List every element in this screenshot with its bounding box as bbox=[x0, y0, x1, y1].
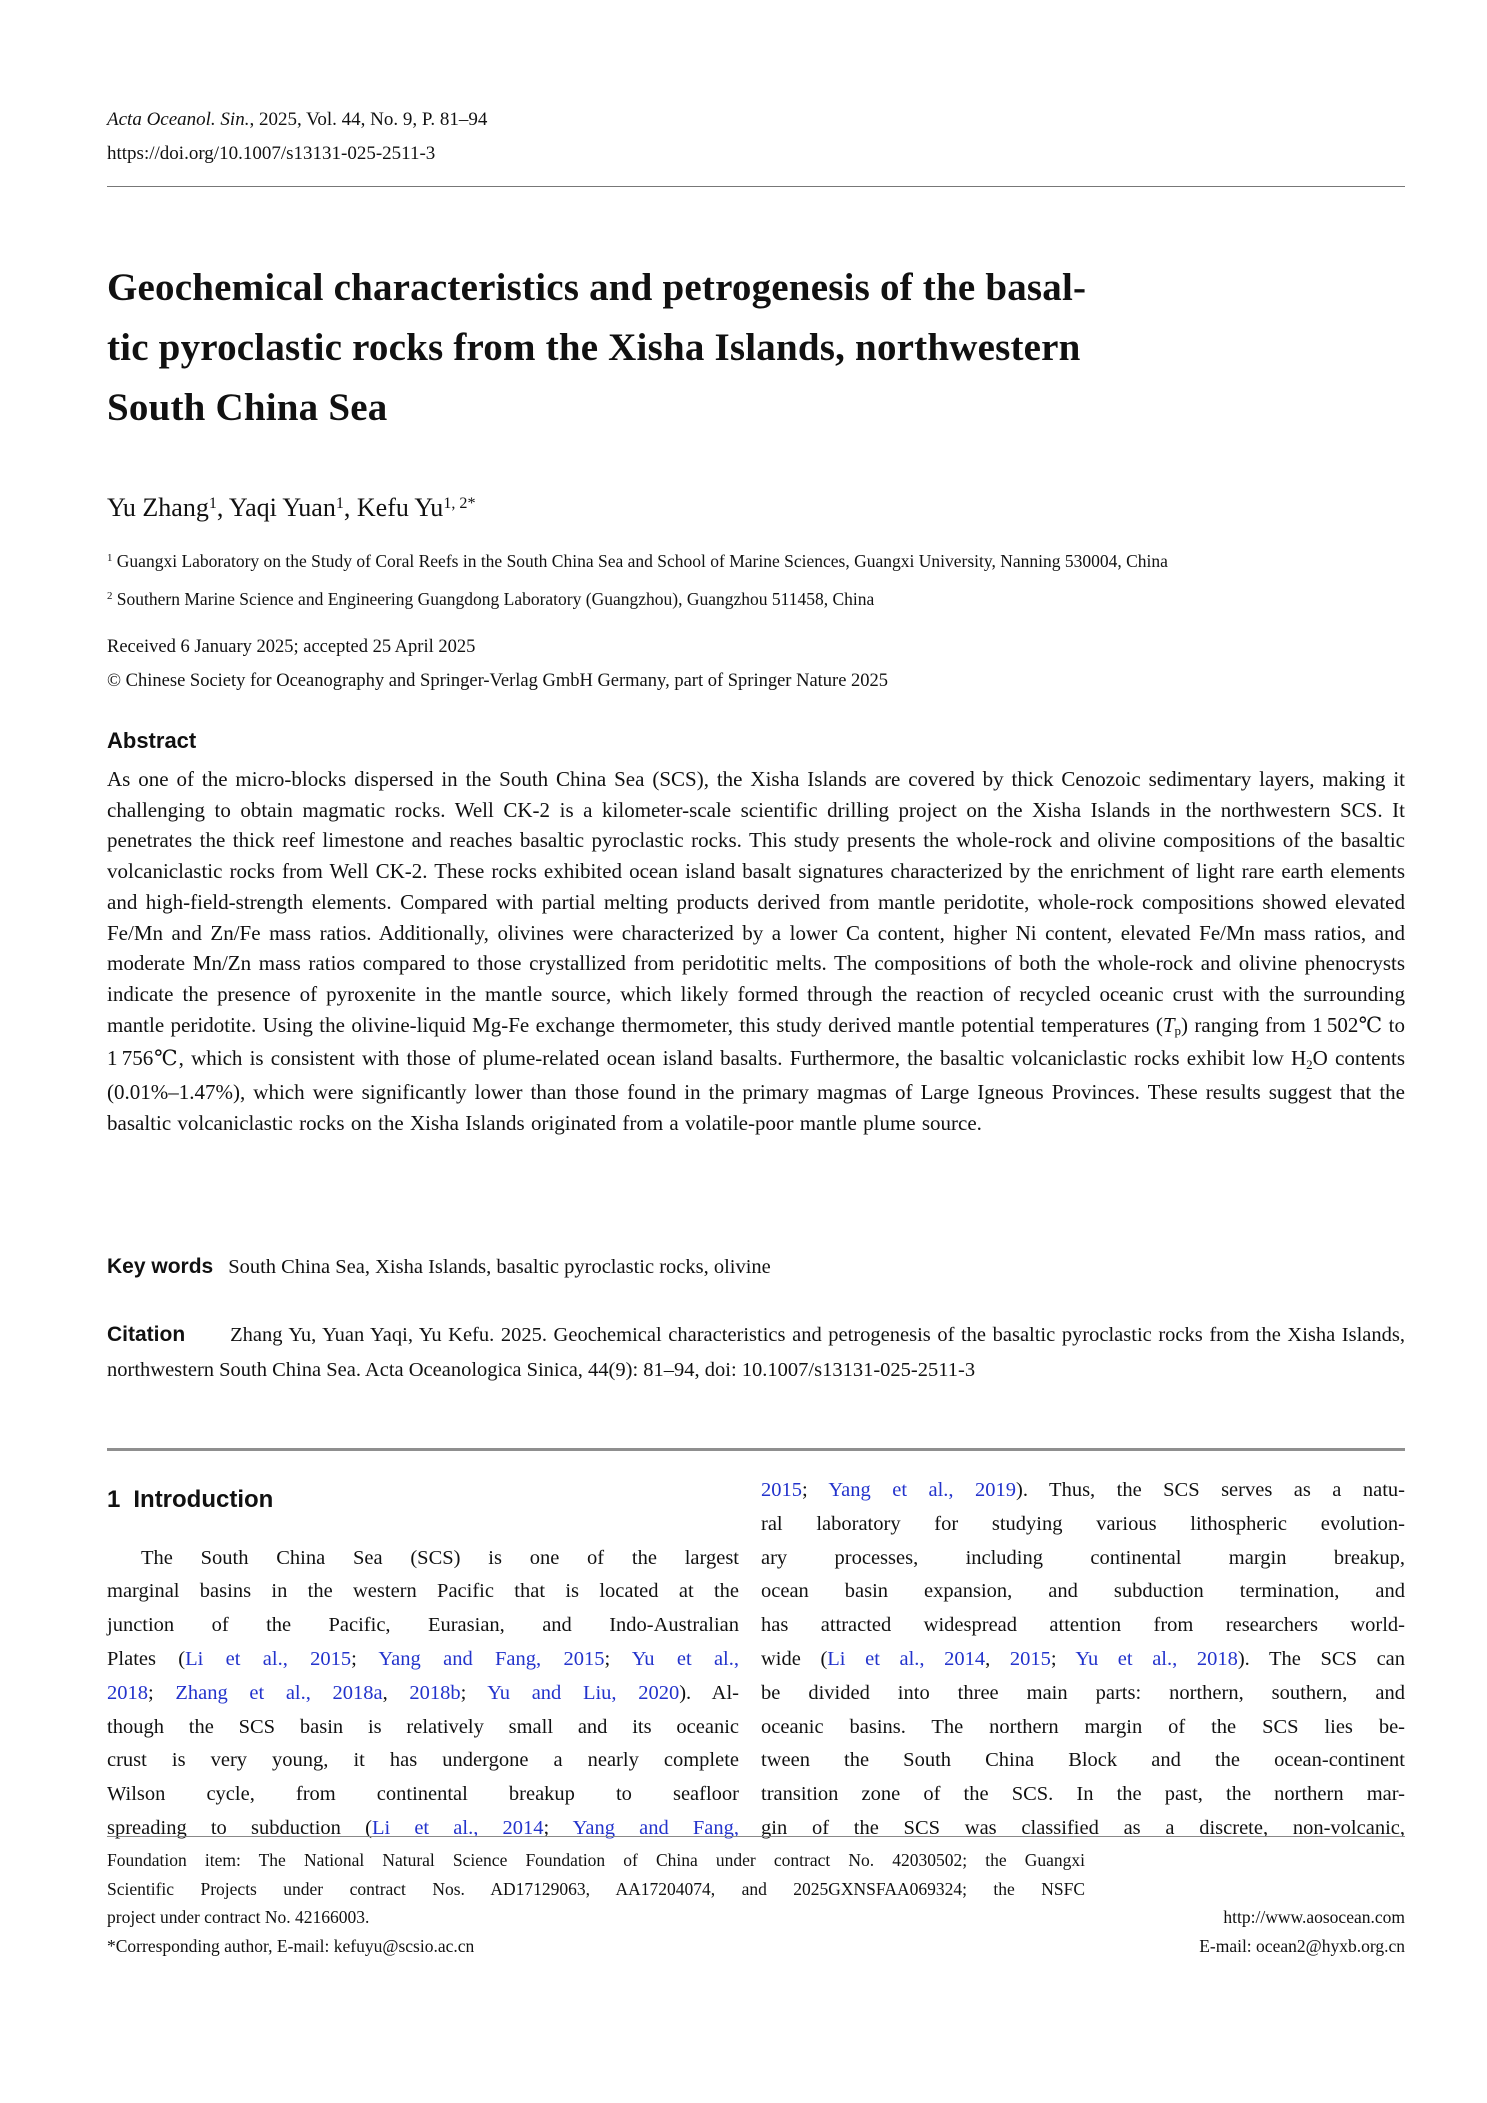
text-segment: though the SCS basin is relatively small and its oceanic bbox=[107, 1715, 739, 1738]
text-line bbox=[761, 1542, 1405, 1576]
copyright-line: © Chinese Society for Oceanography and Springer-Verlag GmbH Germany, part of Springer Nature 2025 bbox=[107, 671, 889, 691]
journal-volume-line bbox=[107, 103, 1405, 137]
text-segment: ral laboratory for studying various lithospheric evolution- bbox=[761, 1512, 1405, 1535]
section-divider bbox=[107, 1448, 1405, 1451]
text-segment: ; bbox=[148, 1681, 176, 1704]
text-segment: Plates ( bbox=[107, 1647, 186, 1670]
text-line bbox=[107, 1677, 739, 1711]
citation-link[interactable]: Zhang et al., 2018a bbox=[175, 1681, 383, 1704]
text-segment: ). Thus, the SCS serves as a natu- bbox=[1016, 1479, 1405, 1501]
text-segment: Wilson cycle, from continental breakup to seafloor bbox=[107, 1783, 739, 1806]
abstract-text bbox=[107, 764, 1405, 1138]
received-line: Received 6 January 2025; accepted 25 April 2025 bbox=[107, 637, 476, 657]
affiliation-superscript-2: 2 bbox=[107, 589, 113, 602]
intro-heading-number: 1 bbox=[107, 1486, 121, 1513]
text-segment: 1, 2* bbox=[443, 494, 476, 512]
citation-link[interactable]: Li et al., 2014 bbox=[827, 1647, 986, 1670]
citation-link[interactable]: Yu et al., bbox=[631, 1647, 740, 1670]
footnote-row-3 bbox=[107, 1903, 1405, 1932]
journal-header bbox=[107, 103, 1405, 171]
text-segment: ; bbox=[604, 1647, 632, 1670]
citation-link[interactable]: Li et al., 2015 bbox=[185, 1647, 352, 1670]
text-segment: spreading to subduction ( bbox=[107, 1816, 372, 1839]
title-line-2: tic pyroclastic rocks from the Xisha Islands, northwestern bbox=[107, 326, 1081, 369]
citation-link[interactable]: Yu and Liu, 2020 bbox=[487, 1681, 680, 1704]
text-line bbox=[761, 1609, 1405, 1643]
citation-link[interactable]: 2018b bbox=[409, 1681, 461, 1704]
foundation-note-line-3: project under contract No. 42166003. bbox=[107, 1907, 370, 1928]
footnote-row-4 bbox=[107, 1932, 1405, 1961]
citation-link[interactable]: 2015 bbox=[761, 1479, 802, 1501]
text-line bbox=[107, 1575, 739, 1609]
intro-left-text bbox=[107, 1542, 739, 1846]
text-line bbox=[761, 1474, 1405, 1508]
paper-title bbox=[107, 258, 1405, 438]
text-line bbox=[761, 1677, 1405, 1711]
citation-link[interactable]: Yu et al., 2018 bbox=[1075, 1647, 1238, 1670]
citation-text: Zhang Yu, Yuan Yaqi, Yu Kefu. 2025. Geochemical characteristics and petrogenesis of the basaltic pyroclastic rocks from the Xisha Islands, northwestern South China Sea. Acta Oceanologica Sinica, 44(9): 81–94, doi: 10.1007/s13131-025-2511-3 bbox=[107, 1324, 1405, 1381]
intro-left-column bbox=[107, 1474, 739, 1846]
intro-heading bbox=[107, 1474, 739, 1542]
text-segment: p bbox=[1174, 1023, 1182, 1039]
citation-label: Citation bbox=[107, 1323, 186, 1346]
citation-link[interactable]: Yang et al., 2019 bbox=[828, 1479, 1016, 1501]
text-segment: junction of the Pacific, Eurasian, and Indo-Australian bbox=[107, 1614, 739, 1637]
keywords-text: South China Sea, Xisha Islands, basaltic pyroclastic rocks, olivine bbox=[228, 1256, 771, 1278]
citation-link[interactable]: 2015 bbox=[1009, 1647, 1051, 1670]
affiliation-text-2: Southern Marine Science and Engineering Guangdong Laboratory (Guangzhou), Guangzhou 511458, China bbox=[112, 588, 875, 609]
text-line bbox=[107, 1778, 739, 1812]
text-segment: has attracted widespread attention from researchers world- bbox=[761, 1614, 1405, 1637]
citation-block bbox=[107, 1318, 1405, 1387]
text-segment: O contents (0.01%–1.47%), which were significantly lower than those found in the primary magmas of Large Igneous Provinces. These results suggest that the basaltic volcaniclastic rocks on the Xisha Islands originated from a volatile-poor mantle plume source. bbox=[107, 1046, 1405, 1135]
text-segment: be divided into three main parts: northern, southern, and bbox=[761, 1681, 1405, 1704]
footnote-divider bbox=[107, 1836, 1405, 1837]
text-line bbox=[761, 1508, 1405, 1542]
intro-right-column bbox=[761, 1474, 1405, 1846]
text-segment: , Yaqi Yuan bbox=[216, 493, 336, 522]
text-line bbox=[761, 1711, 1405, 1745]
text-line bbox=[761, 1812, 1405, 1846]
citation-link[interactable]: Yang and Fang, 2015 bbox=[378, 1647, 605, 1670]
text-line bbox=[107, 1643, 739, 1677]
journal-issue-info: , 2025, Vol. 44, No. 9, P. 81–94 bbox=[249, 109, 488, 130]
keywords-row bbox=[107, 1252, 1405, 1282]
citation-link[interactable]: 2018 bbox=[107, 1681, 148, 1704]
text-segment: wide ( bbox=[761, 1647, 828, 1670]
authors-line bbox=[107, 490, 1405, 530]
affiliation-superscript-1: 1 bbox=[107, 552, 113, 565]
text-line bbox=[107, 1812, 739, 1846]
citation-link[interactable]: Yang and Fang, bbox=[572, 1816, 739, 1839]
text-segment: ). The SCS can bbox=[1237, 1647, 1406, 1670]
text-segment: tween the South China Block and the ocean-continent bbox=[761, 1749, 1405, 1772]
foundation-note-line-1: Foundation item: The National Natural Science Foundation of China under contract No. 42030502; the Guangxi bbox=[107, 1850, 1085, 1870]
citation-link[interactable]: Li et al., 2014 bbox=[371, 1816, 544, 1839]
text-segment: oceanic basins. The northern margin of the SCS lies be- bbox=[761, 1715, 1405, 1738]
text-segment: As one of the micro-blocks dispersed in the South China Sea (SCS), the Xisha Islands are covered by thick Cenozoic sedimentary layers, making it challenging to obtain magmatic rocks. Well CK-2 is a kilometer-scale scientific drilling project on the Xisha Islands in the northwestern SCS. It penetrates the thick reef limestone and reaches basaltic pyroclastic rocks. This study presents the whole-rock and olivine compositions of the basaltic volcaniclastic rocks from Well CK-2. These rocks exhibited ocean island basalt signatures characterized by the enrichment of light rare earth elements and high-field-strength elements. Compared with partial melting products derived from mantle peridotite, whole-rock compositions showed elevated Fe/Mn and Zn/Fe mass ratios. Additionally, olivines were characterized by a lower Ca content, higher Ni content, elevated Fe/Mn mass ratios, and moderate Mn/Zn mass ratios compared to those crystallized from peridotitic melts. The compositions of both the whole-rock and olivine phenocrysts indicate the presence of pyroxenite in the mantle source, which likely formed through the reaction of recycled oceanic crust with the surrounding mantle peridotite. Using the olivine-liquid Mg-Fe exchange thermometer, this study derived mantle potential temperatures ( bbox=[107, 767, 1405, 1037]
title-line-1: Geochemical characteristics and petrogenesis of the basal- bbox=[107, 266, 1087, 309]
footnote-block bbox=[107, 1846, 1405, 1960]
affiliation-line-1 bbox=[107, 544, 1405, 582]
keywords-label: Key words bbox=[107, 1255, 214, 1278]
text-line bbox=[761, 1575, 1405, 1609]
text-line bbox=[107, 1711, 739, 1745]
text-segment: ; bbox=[543, 1816, 573, 1839]
dates-block bbox=[107, 630, 1405, 698]
text-segment: , bbox=[985, 1647, 1010, 1670]
text-segment: ; bbox=[460, 1681, 488, 1704]
text-line bbox=[761, 1778, 1405, 1812]
text-segment: marginal basins in the western Pacific that is located at the bbox=[107, 1580, 739, 1603]
text-segment: gin of the SCS was classified as a discrete, non-volcanic, bbox=[761, 1816, 1405, 1839]
text-segment: ; bbox=[351, 1647, 379, 1670]
text-segment: 2 bbox=[1306, 1056, 1313, 1072]
corresponding-author-line: *Corresponding author, E-mail: kefuyu@scsio.ac.cn bbox=[107, 1935, 475, 1956]
text-segment: 1 bbox=[335, 494, 344, 512]
text-segment: The South China Sea (SCS) is one of the largest bbox=[141, 1546, 739, 1569]
affiliation-line-2 bbox=[107, 582, 1405, 620]
text-segment: ). Al- bbox=[679, 1681, 740, 1704]
text-line bbox=[107, 1744, 739, 1778]
text-line bbox=[761, 1744, 1405, 1778]
doi-url: https://doi.org/10.1007/s13131-025-2511-3 bbox=[107, 143, 436, 164]
intro-heading-text: Introduction bbox=[133, 1486, 274, 1513]
text-line bbox=[761, 1643, 1405, 1677]
text-segment: T bbox=[1162, 1012, 1175, 1037]
text-line bbox=[107, 1542, 739, 1576]
intro-right-text bbox=[761, 1474, 1405, 1846]
text-segment: ; bbox=[802, 1479, 829, 1501]
header-divider bbox=[107, 186, 1405, 187]
journal-website: http://www.aosocean.com bbox=[1223, 1907, 1405, 1928]
text-segment: Yu Zhang bbox=[107, 493, 209, 522]
text-segment: ocean basin expansion, and subduction termination, and bbox=[761, 1580, 1405, 1603]
text-segment: transition zone of the SCS. In the past, the northern mar- bbox=[761, 1783, 1405, 1806]
text-segment: ary processes, including continental margin breakup, bbox=[761, 1546, 1405, 1569]
text-segment: , Kefu Yu bbox=[343, 493, 444, 522]
affiliation-text-1: Guangxi Laboratory on the Study of Coral Reefs in the South China Sea and School of Marine Sciences, Guangxi University, Nanning 530004, China bbox=[112, 551, 1168, 571]
introduction-section bbox=[107, 1474, 1405, 1846]
text-segment: crust is very young, it has undergone a nearly complete bbox=[107, 1749, 739, 1772]
title-line-3: South China Sea bbox=[107, 386, 388, 429]
foundation-note-line-2: Scientific Projects under contract Nos. AD17129063, AA17204074, and 2025GXNSFAA069324; the NSFC bbox=[107, 1878, 1085, 1899]
text-segment: ) ranging from 1 502℃ to 1 756℃, which is consistent with those of plume-related ocean island basalts. Furthermore, the basaltic volcaniclastic rocks exhibit low H bbox=[107, 1012, 1405, 1071]
abstract-heading: Abstract bbox=[107, 728, 197, 753]
journal-abbreviation: Acta Oceanol. Sin. bbox=[107, 109, 250, 130]
text-line bbox=[107, 1609, 739, 1643]
text-segment: , bbox=[382, 1681, 410, 1704]
journal-email: E-mail: ocean2@hyxb.org.cn bbox=[1199, 1935, 1405, 1956]
text-segment: ; bbox=[1050, 1647, 1076, 1670]
text-segment: 1 bbox=[208, 494, 217, 512]
affiliations bbox=[107, 544, 1405, 619]
